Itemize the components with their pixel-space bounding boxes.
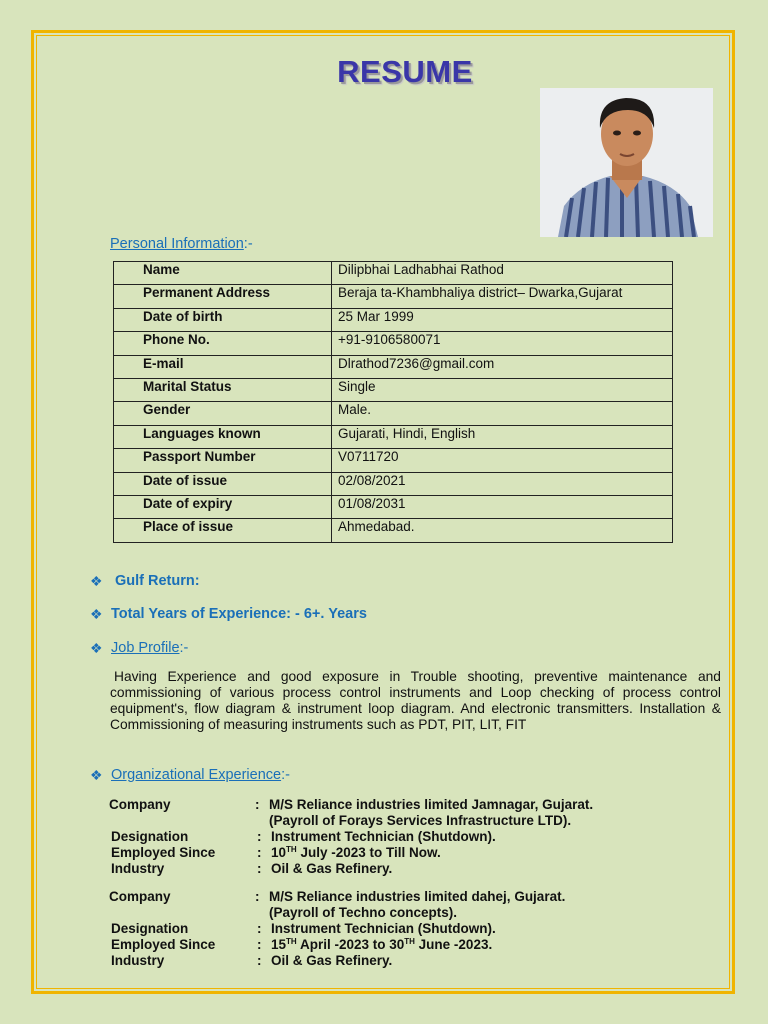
separator: : — [257, 861, 262, 876]
info-row — [114, 285, 673, 308]
info-label: Place of issue — [114, 519, 332, 542]
org-company-row — [109, 889, 565, 905]
separator: : — [257, 937, 262, 952]
info-row — [114, 308, 673, 331]
info-row — [114, 402, 673, 425]
info-value: Beraja ta-Khambhaliya district– Dwarka,Gujarat — [332, 285, 673, 308]
company-label: Company — [109, 797, 171, 812]
info-value: +91-9106580071 — [332, 332, 673, 355]
org-experience-heading-suffix: :- — [281, 767, 290, 783]
org-employed-row — [111, 845, 593, 861]
org-designation-row — [111, 921, 565, 937]
org-experience-heading — [111, 767, 290, 783]
company-label: Company — [109, 889, 171, 904]
info-value: Ahmedabad. — [332, 519, 673, 542]
info-label: Permanent Address — [114, 285, 332, 308]
employed-label: Employed Since — [111, 845, 216, 860]
info-label: Date of expiry — [114, 495, 332, 518]
info-row — [114, 449, 673, 472]
gulf-return-heading: Gulf Return: — [115, 573, 200, 589]
job-profile-heading-text: Job Profile — [111, 640, 180, 656]
info-value: Male. — [332, 402, 673, 425]
info-label: Gender — [114, 402, 332, 425]
separator: : — [257, 953, 262, 968]
separator: : — [257, 829, 262, 844]
job-profile-text: Having Experience and good exposure in Trouble shooting, preventive maintenance and commissioning of various process control instruments and Loop checking of process control equipment's, flow diagram & instrument loop diagram. And electronic transmitters. Installation & Commissioning of measuring instruments such as PDT, PIT, LIT, FIT — [110, 669, 721, 732]
info-row — [114, 378, 673, 401]
org-designation-row — [111, 829, 593, 845]
company-value: M/S Reliance industries limited Jamnagar, Gujarat. — [269, 797, 594, 812]
info-value: V0711720 — [332, 449, 673, 472]
info-row — [114, 472, 673, 495]
personal-info-heading-text: Personal Information — [110, 236, 244, 252]
separator: : — [255, 797, 260, 812]
designation-label: Designation — [111, 921, 189, 936]
org-entry — [109, 889, 565, 969]
payroll-value: (Payroll of Techno concepts). — [269, 905, 458, 920]
info-label: Date of birth — [114, 308, 332, 331]
designation-label: Designation — [111, 829, 189, 844]
info-value: 25 Mar 1999 — [332, 308, 673, 331]
separator: : — [257, 921, 262, 936]
job-profile-heading — [111, 640, 188, 656]
profile-photo — [540, 88, 713, 237]
info-label: Date of issue — [114, 472, 332, 495]
org-employed-row — [111, 937, 565, 953]
org-industry-row — [111, 861, 593, 877]
separator: : — [255, 889, 260, 904]
employed-value: 10TH July -2023 to Till Now. — [271, 845, 441, 860]
diamond-bullet-icon: ❖ — [90, 573, 103, 589]
info-row — [114, 262, 673, 285]
resume-title: RESUME — [337, 54, 473, 89]
info-row — [114, 425, 673, 448]
info-label: Phone No. — [114, 332, 332, 355]
org-entry — [109, 797, 593, 877]
diamond-bullet-icon: ❖ — [90, 767, 103, 783]
diamond-bullet-icon: ❖ — [90, 606, 103, 622]
total-experience-heading: Total Years of Experience: - 6+. Years — [111, 606, 367, 622]
designation-value: Instrument Technician (Shutdown). — [271, 829, 496, 844]
payroll-value: (Payroll of Forays Services Infrastructure LTD). — [269, 813, 572, 828]
industry-label: Industry — [111, 861, 165, 876]
info-label: Name — [114, 262, 332, 285]
info-label: E-mail — [114, 355, 332, 378]
info-label: Marital Status — [114, 378, 332, 401]
personal-info-heading — [110, 236, 253, 252]
diamond-bullet-icon: ❖ — [90, 640, 103, 656]
info-label: Passport Number — [114, 449, 332, 472]
info-value: 01/08/2031 — [332, 495, 673, 518]
company-value: M/S Reliance industries limited dahej, Gujarat. — [269, 889, 566, 904]
industry-value: Oil & Gas Refinery. — [271, 953, 393, 968]
personal-info-table — [113, 261, 673, 543]
personal-info-heading-suffix: :- — [243, 236, 253, 252]
info-row — [114, 355, 673, 378]
info-row — [114, 519, 673, 542]
job-profile-heading-suffix: :- — [179, 640, 189, 656]
info-row — [114, 495, 673, 518]
org-industry-row — [111, 953, 565, 969]
info-label: Languages known — [114, 425, 332, 448]
designation-value: Instrument Technician (Shutdown). — [271, 921, 496, 936]
info-value: Single — [332, 378, 673, 401]
industry-label: Industry — [111, 953, 165, 968]
org-company-row — [109, 797, 593, 813]
info-value: 02/08/2021 — [332, 472, 673, 495]
info-row — [114, 332, 673, 355]
info-value: Gujarati, Hindi, English — [332, 425, 673, 448]
industry-value: Oil & Gas Refinery. — [271, 861, 393, 876]
info-value: Dlrathod7236@gmail.com — [332, 355, 673, 378]
info-value: Dilipbhai Ladhabhai Rathod — [332, 262, 673, 285]
separator: : — [257, 845, 262, 860]
employed-label: Employed Since — [111, 937, 216, 952]
org-experience-heading-text: Organizational Experience — [111, 767, 282, 783]
employed-value: 15TH April -2023 to 30TH June -2023. — [271, 937, 493, 952]
